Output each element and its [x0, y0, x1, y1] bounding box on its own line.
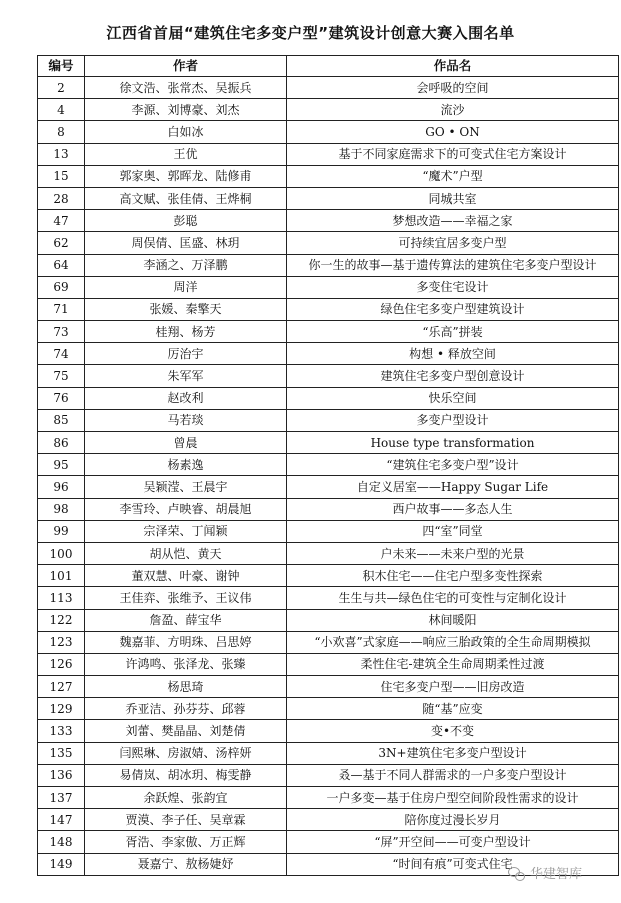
cell-number: 123	[38, 631, 85, 653]
cell-work-title: 梦想改造——幸福之家	[287, 210, 619, 232]
cell-work-title: 住宅多变户型——旧房改造	[287, 676, 619, 698]
table-row	[38, 787, 619, 809]
cell-number: 64	[38, 254, 85, 276]
cell-work-title: 一户多变—基于住房户型空间阶段性需求的设计	[287, 787, 619, 809]
table-row	[38, 210, 619, 232]
cell-number: 13	[38, 143, 85, 165]
cell-work-title: 流沙	[287, 99, 619, 121]
table-row	[38, 343, 619, 365]
cell-work-title: 自定义居室——Happy Sugar Life	[287, 476, 619, 498]
cell-work-title: 西户故事——多态人生	[287, 498, 619, 520]
cell-author: 贾漠、李子任、吴章霖	[85, 809, 287, 831]
cell-work-title: 积木住宅——住宅户型多变性探索	[287, 565, 619, 587]
cell-number: 122	[38, 609, 85, 631]
table-row	[38, 432, 619, 454]
cell-author: 朱军军	[85, 365, 287, 387]
cell-author: 易倩岚、胡冰玥、梅雯静	[85, 764, 287, 786]
cell-number: 69	[38, 276, 85, 298]
table-row	[38, 365, 619, 387]
cell-number: 4	[38, 99, 85, 121]
cell-author: 魏嘉菲、方明珠、吕思婷	[85, 631, 287, 653]
table-row	[38, 232, 619, 254]
cell-number: 135	[38, 742, 85, 764]
table-row	[38, 276, 619, 298]
watermark-text: 华建智库	[530, 867, 583, 882]
cell-work-title: “时间有痕”可变式住宅	[287, 853, 619, 875]
cell-author: 白如冰	[85, 121, 287, 143]
table-row	[38, 476, 619, 498]
cell-author: 徐文浩、张常杰、吴振兵	[85, 77, 287, 99]
cell-author: 胥浩、李家傲、万正辉	[85, 831, 287, 853]
column-header-number: 编号	[38, 56, 85, 77]
cell-number: 96	[38, 476, 85, 498]
cell-number: 129	[38, 698, 85, 720]
cell-work-title: 基于不同家庭需求下的可变式住宅方案设计	[287, 143, 619, 165]
table-row	[38, 698, 619, 720]
cell-work-title: 构想 • 释放空间	[287, 343, 619, 365]
cell-number: 15	[38, 165, 85, 187]
cell-work-title: 建筑住宅多变户型创意设计	[287, 365, 619, 387]
cell-number: 100	[38, 542, 85, 564]
cell-work-title: 变•不变	[287, 720, 619, 742]
cell-author: 厉治宇	[85, 343, 287, 365]
cell-number: 136	[38, 764, 85, 786]
column-header-author: 作者	[85, 56, 287, 77]
cell-number: 126	[38, 653, 85, 675]
cell-author: 张媛、秦擎天	[85, 298, 287, 320]
table-row	[38, 454, 619, 476]
cell-author: 马若琰	[85, 409, 287, 431]
cell-author: 詹盈、薛宝华	[85, 609, 287, 631]
table-row	[38, 609, 619, 631]
cell-work-title: 随“基”应变	[287, 698, 619, 720]
cell-work-title: 多变住宅设计	[287, 276, 619, 298]
cell-work-title: “乐高”拼装	[287, 321, 619, 343]
cell-number: 101	[38, 565, 85, 587]
cell-author: 吴颖滢、王晨宇	[85, 476, 287, 498]
cell-number: 8	[38, 121, 85, 143]
cell-author: 杨素逸	[85, 454, 287, 476]
cell-work-title: 同城共室	[287, 187, 619, 209]
wechat-icon	[508, 866, 526, 880]
cell-author: 郭家奥、郭晖龙、陆修甫	[85, 165, 287, 187]
table-row	[38, 77, 619, 99]
cell-number: 2	[38, 77, 85, 99]
cell-author: 许鸿鸣、张泽龙、张臻	[85, 653, 287, 675]
cell-author: 李涵之、万泽鹏	[85, 254, 287, 276]
cell-author: 李雪玲、卢映睿、胡晨旭	[85, 498, 287, 520]
table-row	[38, 387, 619, 409]
cell-number: 148	[38, 831, 85, 853]
cell-work-title: “建筑住宅多变户型”设计	[287, 454, 619, 476]
cell-work-title: 你一生的故事—基于遗传算法的建筑住宅多变户型设计	[287, 254, 619, 276]
page-title: 江西省首届“建筑住宅多变户型”建筑设计创意大赛入围名单	[106, 24, 515, 42]
table-row	[38, 565, 619, 587]
cell-work-title: 快乐空间	[287, 387, 619, 409]
cell-author: 曾晨	[85, 432, 287, 454]
cell-author: 杨思琦	[85, 676, 287, 698]
cell-author: 刘蕾、樊晶晶、刘楚倩	[85, 720, 287, 742]
cell-work-title: 多变户型设计	[287, 409, 619, 431]
cell-number: 147	[38, 809, 85, 831]
cell-number: 113	[38, 587, 85, 609]
cell-author: 余跃煌、张韵宜	[85, 787, 287, 809]
cell-author: 胡从恺、黄天	[85, 542, 287, 564]
cell-author: 周洋	[85, 276, 287, 298]
cell-number: 28	[38, 187, 85, 209]
cell-author: 李源、刘博豪、刘杰	[85, 99, 287, 121]
table-row	[38, 409, 619, 431]
cell-number: 149	[38, 853, 85, 875]
finalist-table	[37, 55, 619, 876]
cell-author: 高文赋、张佳倩、王烨桐	[85, 187, 287, 209]
cell-number: 74	[38, 343, 85, 365]
cell-work-title: GO • ON	[287, 121, 619, 143]
cell-work-title: 四“室”同堂	[287, 520, 619, 542]
table-header-row	[38, 56, 619, 77]
table-row	[38, 653, 619, 675]
cell-author: 董双慧、叶豪、谢钟	[85, 565, 287, 587]
table-row	[38, 809, 619, 831]
cell-number: 133	[38, 720, 85, 742]
cell-number: 73	[38, 321, 85, 343]
table-row	[38, 498, 619, 520]
table-row	[38, 121, 619, 143]
cell-author: 王优	[85, 143, 287, 165]
column-header-work-title: 作品名	[287, 56, 619, 77]
cell-number: 85	[38, 409, 85, 431]
table-row	[38, 676, 619, 698]
table-row	[38, 742, 619, 764]
table-row	[38, 831, 619, 853]
table-row	[38, 165, 619, 187]
cell-number: 95	[38, 454, 85, 476]
cell-work-title: 生生与共—绿色住宅的可变性与定制化设计	[287, 587, 619, 609]
table-row	[38, 764, 619, 786]
cell-number: 127	[38, 676, 85, 698]
cell-author: 周俣倩、匡盛、林玥	[85, 232, 287, 254]
cell-work-title: 柔性住宅-建筑全生命周期柔性过渡	[287, 653, 619, 675]
table-row	[38, 520, 619, 542]
cell-number: 47	[38, 210, 85, 232]
cell-work-title: 陪你度过漫长岁月	[287, 809, 619, 831]
cell-work-title: 可持续宜居多变户型	[287, 232, 619, 254]
table-row	[38, 187, 619, 209]
table-row	[38, 298, 619, 320]
cell-work-title: “小欢喜”式家庭——响应三胎政策的全生命周期模拟	[287, 631, 619, 653]
cell-author: 闫熙琳、房淑婧、汤梓妍	[85, 742, 287, 764]
cell-work-title: 户未来——未来户型的光景	[287, 542, 619, 564]
table-row	[38, 542, 619, 564]
table-row	[38, 587, 619, 609]
cell-number: 99	[38, 520, 85, 542]
cell-work-title: “屏”开空间——可变户型设计	[287, 831, 619, 853]
cell-author: 赵改利	[85, 387, 287, 409]
cell-work-title: 叒—基于不同人群需求的一户多变户型设计	[287, 764, 619, 786]
cell-author: 聂嘉宁、敖杨婕妤	[85, 853, 287, 875]
table-row	[38, 631, 619, 653]
table-row	[38, 143, 619, 165]
cell-number: 86	[38, 432, 85, 454]
cell-work-title: 林间暖阳	[287, 609, 619, 631]
cell-author: 彭聪	[85, 210, 287, 232]
watermark	[508, 863, 582, 882]
cell-number: 62	[38, 232, 85, 254]
cell-author: 乔亚洁、孙芬芬、邱蓉	[85, 698, 287, 720]
table-row	[38, 99, 619, 121]
cell-work-title: 3N+建筑住宅多变户型设计	[287, 742, 619, 764]
cell-author: 王佳弈、张维予、王议伟	[85, 587, 287, 609]
cell-number: 137	[38, 787, 85, 809]
cell-author: 桂翔、杨芳	[85, 321, 287, 343]
cell-number: 75	[38, 365, 85, 387]
cell-number: 98	[38, 498, 85, 520]
cell-work-title: House type transformation	[287, 432, 619, 454]
table-row	[38, 720, 619, 742]
table-row	[38, 321, 619, 343]
cell-work-title: 会呼吸的空间	[287, 77, 619, 99]
cell-number: 76	[38, 387, 85, 409]
cell-number: 71	[38, 298, 85, 320]
cell-author: 宗泽荣、丁闻颖	[85, 520, 287, 542]
cell-work-title: “魔术”户型	[287, 165, 619, 187]
cell-work-title: 绿色住宅多变户型建筑设计	[287, 298, 619, 320]
table-row	[38, 254, 619, 276]
